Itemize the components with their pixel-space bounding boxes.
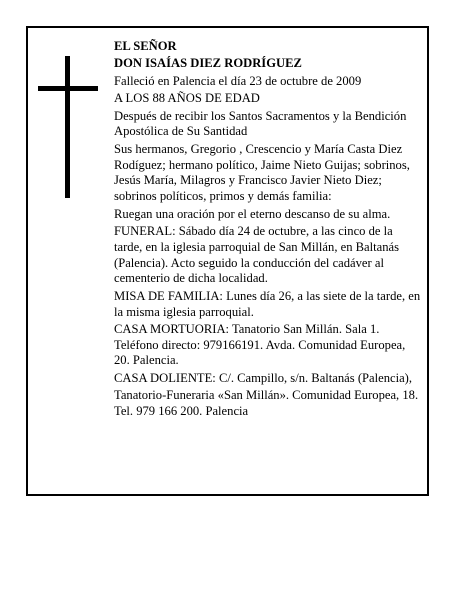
cross-icon — [38, 56, 98, 198]
age-line: A LOS 88 AÑOS DE EDAD — [114, 91, 260, 106]
prayer-line: Ruegan una oración por el eterno descanso de su alma. — [114, 206, 391, 221]
family-paragraph: Sus hermanos, Gregorio , Crescencio y María Casta Diez Rodíguez; hermano político, Jaime Nieto Guijas; sobrinos, Jesús María, Milagros y Francisco Javier Nieto Diez; sobrinos políticos, primos y demás familia: — [114, 141, 410, 204]
obituary-text — [114, 39, 422, 421]
mortuary-paragraph: CASA MORTUORIA: Tanatorio San Millán. Sala 1. Teléfono directo: 979166191. Avda. Comunidad Europea, 20. Palencia. — [114, 321, 406, 368]
death-date: Falleció en Palencia el día 23 de octubre de 2009 — [114, 73, 362, 88]
cross-horizontal-bar — [38, 86, 98, 91]
deceased-name: DON ISAÍAS DIEZ RODRÍGUEZ — [114, 56, 302, 71]
funeral-home-paragraph: Tanatorio-Funeraria «San Millán». Comunidad Europea, 18. Tel. 979 166 200. Palencia — [114, 388, 419, 419]
home-paragraph: CASA DOLIENTE: C/. Campillo, s/n. Baltanás (Palencia), — [114, 370, 413, 385]
header-title: EL SEÑOR — [114, 39, 177, 53]
family-mass-paragraph: MISA DE FAMILIA: Lunes día 26, a las siete de la tarde, en la misma iglesia parroquial. — [114, 288, 421, 319]
cross-vertical-bar — [65, 56, 70, 198]
sacraments-line: Después de recibir los Santos Sacramentos y la Bendición Apostólica de Su Santidad — [114, 108, 407, 139]
funeral-paragraph: FUNERAL: Sábado día 24 de octubre, a las cinco de la tarde, en la iglesia parroquial de San Millán, en Baltanás (Palencia). Acto seguido la conducción del cadáver al cementerio de dicha localidad. — [114, 223, 400, 286]
